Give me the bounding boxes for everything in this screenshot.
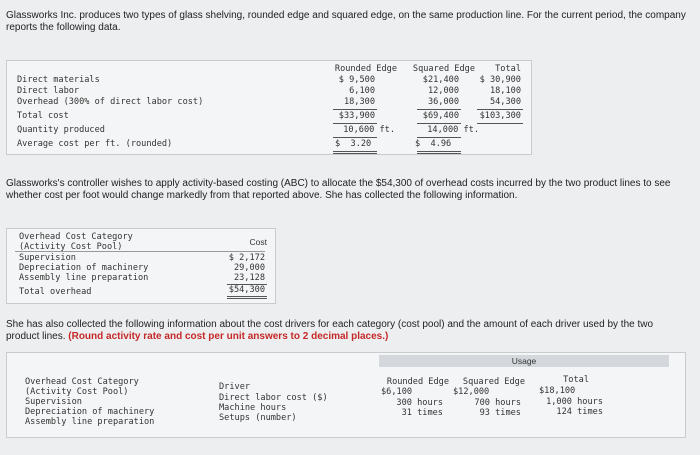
rounding-instruction: (Round activity rate and cost per unit answers to 2 decimal places.) [68,331,389,342]
col-header-rounded: Rounded Edge [334,64,397,74]
row-label: Overhead (300% of direct labor cost) [17,97,204,107]
sum-rule [477,123,523,124]
col-header-total: Total [563,375,589,385]
cell: 36,000 [427,97,459,107]
sum-rule [477,109,523,110]
abc-paragraph: Glassworks's controller wishes to apply activity-based costing (ABC) to allocate the $54,300 of overhead costs incurred by the two product lines to see whether cost per foot would change markedly from that reported above. She has collected the following information. [6,178,671,201]
cell: $18,100 [539,386,576,396]
row-label: Direct materials [17,75,100,85]
double-rule [333,151,377,154]
cell: $12,000 [453,387,490,397]
cell: 93 times [479,408,521,418]
cell: $ 4.96 [415,139,452,149]
driver-cell: Direct labor cost ($) [219,393,328,403]
cell: 23,128 [233,273,265,283]
row-label: Direct labor [17,86,80,96]
double-rule [227,296,267,299]
cell: 10,600 ft. [343,125,395,135]
cell: $33,900 [338,111,375,121]
category-subheader: (Activity Cost Pool) [19,242,123,252]
cell: 31 times [401,408,443,418]
row-label: Total cost [17,111,69,121]
cell: 18,300 [343,97,375,107]
cell: $69,400 [422,111,459,121]
sum-rule [417,109,461,110]
cost-header: Cost [249,237,267,247]
cell: $21,400 [422,75,459,85]
category-header: Overhead Cost Category [25,377,139,387]
col-header-squared: Squared Edge [412,64,475,74]
cell: 18,100 [489,86,521,96]
row-label: Quantity produced [17,125,105,135]
cell: $ 2,172 [228,253,265,263]
intro-paragraph: Glassworks Inc. produces two types of glass shelving, rounded edge and squared edge, on the same production line. For the current period, the company reports the following data. [6,10,686,33]
total-label: Total overhead [19,287,92,297]
double-rule [417,151,461,154]
cell: $ 3.20 [335,139,372,149]
sum-rule [417,137,461,138]
cell: 29,000 [233,263,265,273]
cell: 14,000 ft. [427,125,479,135]
driver-paragraph [6,319,686,343]
category-header: Overhead Cost Category [19,232,133,242]
cell: 1,000 hours [546,397,603,407]
col-header-rounded: Rounded Edge [386,377,449,387]
sum-rule [333,109,377,110]
row-label: Assembly line preparation [19,273,149,283]
cell: 6,100 [349,86,375,96]
row-label: Average cost per ft. (rounded) [17,139,173,149]
col-header-squared: Squared Edge [462,377,525,387]
overhead-cost-table [6,228,276,304]
driver-cell: Setups (number) [219,413,297,423]
cell: $6,100 [381,387,413,397]
row-label: Supervision [25,397,82,407]
row-label: Depreciation of machinery [25,407,155,417]
row-label: Depreciation of machinery [19,263,149,273]
driver-cell: Machine hours [219,403,287,413]
cost-driver-table [6,352,686,438]
cell: 12,000 [427,86,459,96]
sum-rule [333,137,377,138]
cell: 700 hours [474,398,521,408]
cell: 54,300 [489,97,521,107]
header-rule [15,251,265,252]
cell: 124 times [556,407,603,417]
row-label: Supervision [19,253,76,263]
total-value: $54,300 [228,285,265,295]
cell: 300 hours [396,398,443,408]
cell: $ 30,900 [479,75,521,85]
row-label: Assembly line preparation [25,417,155,427]
cell: $103,300 [479,111,521,121]
sum-rule [333,123,377,124]
cost-report-table [6,60,532,155]
sum-rule [417,123,461,124]
col-header-total: Total [495,64,521,74]
driver-paragraph-text: She has also collected the following information about the cost drivers for each category (cost pool) and the amount of each driver used by the two product lines. [6,319,654,342]
cell: $ 9,500 [338,75,375,85]
category-subheader: (Activity Cost Pool) [25,387,129,397]
usage-header: Usage [379,355,669,367]
driver-header: Driver [219,382,251,392]
